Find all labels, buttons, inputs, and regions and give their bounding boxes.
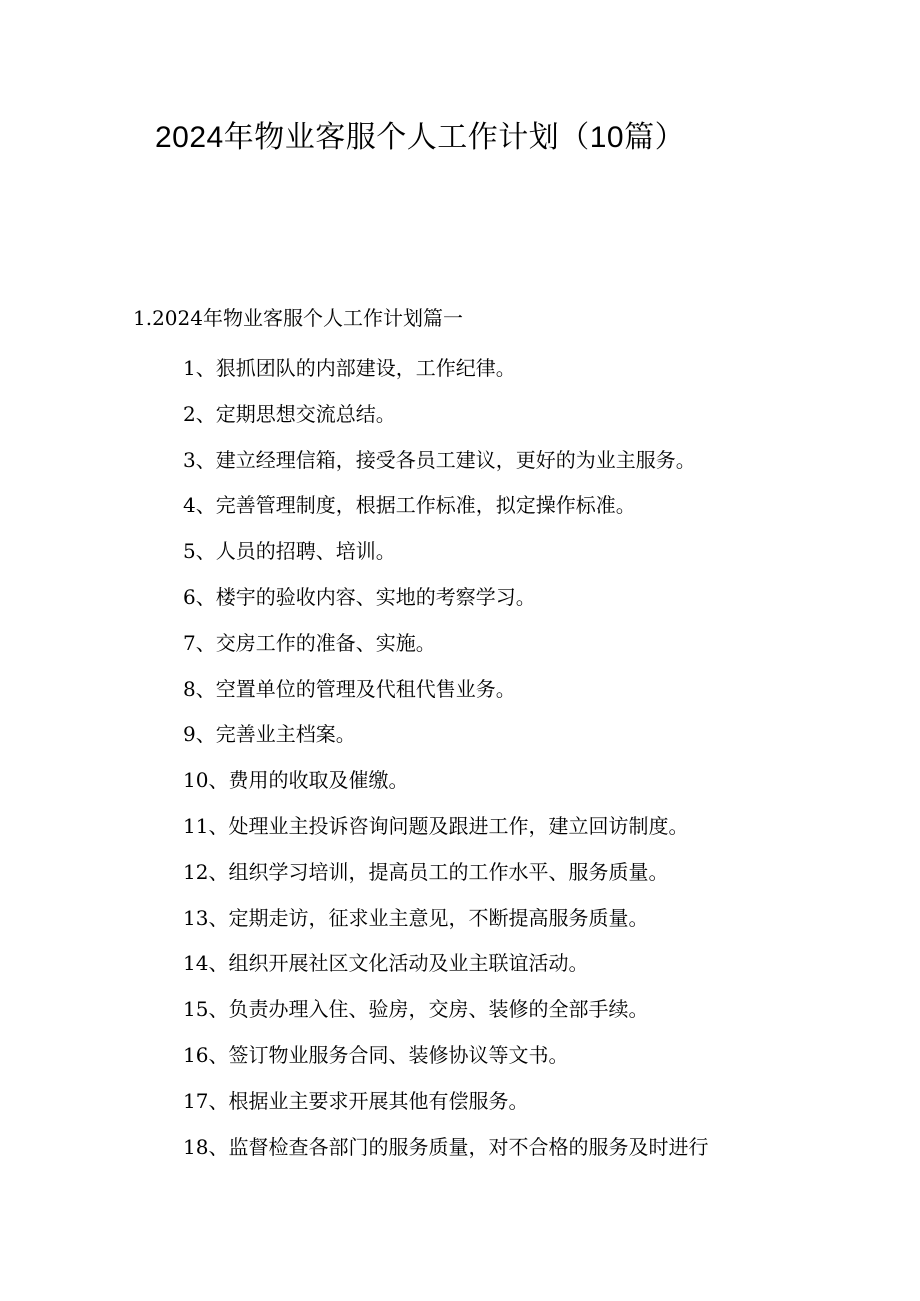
list-item: 8、空置单位的管理及代租代售业务。: [183, 677, 516, 701]
list-item: 13、定期走访，征求业主意见，不断提高服务质量。: [183, 906, 649, 930]
list-item: 11、处理业主投诉咨询问题及跟进工作，建立回访制度。: [183, 814, 689, 838]
list-item: 9、完善业主档案。: [183, 722, 356, 746]
list-item: 10、费用的收取及催缴。: [183, 768, 409, 792]
list-item: 15、负责办理入住、验房，交房、装修的全部手续。: [183, 997, 649, 1021]
list-item: 3、建立经理信箱，接受各员工建议，更好的为业主服务。: [183, 448, 696, 472]
document-title: 2024年物业客服个人工作计划（10篇）: [155, 121, 686, 154]
list-item: 4、完善管理制度，根据工作标准，拟定操作标准。: [183, 493, 636, 517]
section-heading: 1.2024年物业客服个人工作计划篇一: [133, 306, 463, 330]
list-item: 17、根据业主要求开展其他有偿服务。: [183, 1089, 529, 1113]
list-item: 5、人员的招聘、培训。: [183, 539, 396, 563]
list-item: 12、组织学习培训，提高员工的工作水平、服务质量。: [183, 860, 669, 884]
list-item: 6、楼宇的验收内容、实地的考察学习。: [183, 585, 536, 609]
list-item: 1、狠抓团队的内部建设，工作纪律。: [183, 356, 516, 380]
list-item: 7、交房工作的准备、实施。: [183, 631, 436, 655]
list-item: 16、签订物业服务合同、装修协议等文书。: [183, 1043, 569, 1067]
list-item: 14、组织开展社区文化活动及业主联谊活动。: [183, 951, 589, 975]
list-item: 2、定期思想交流总结。: [183, 402, 396, 426]
list-item: 18、监督检查各部门的服务质量，对不合格的服务及时进行: [183, 1135, 709, 1159]
